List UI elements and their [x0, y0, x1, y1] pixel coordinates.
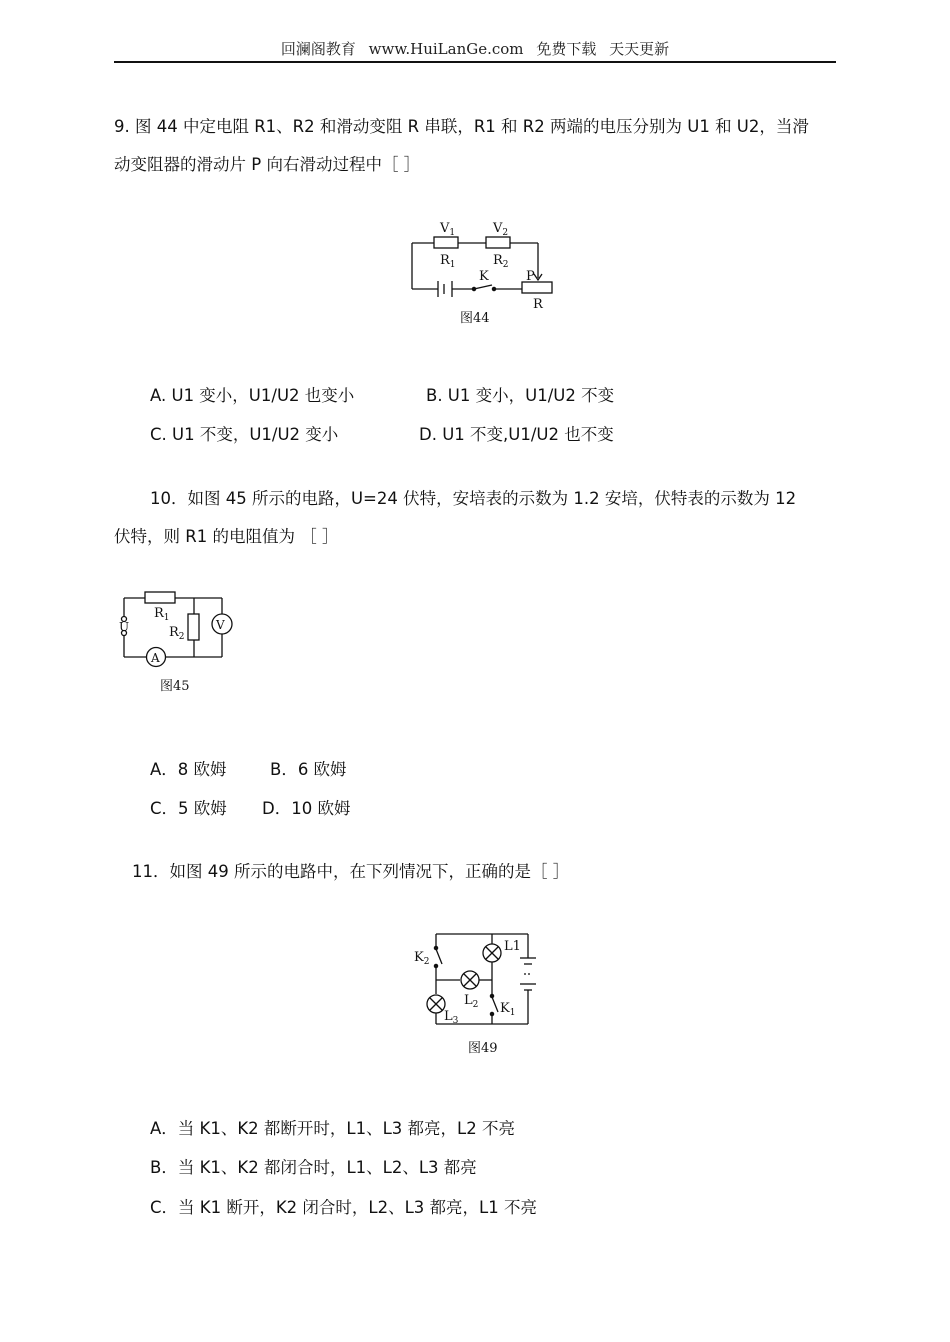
question-10	[114, 480, 844, 556]
question-10-line-1: 10．如图 45 所示的电路，U=24 伏特，安培表的示数为 1.2 安培，伏特表的示数为 12	[150, 489, 797, 508]
svg-text:U: U	[119, 620, 130, 634]
question-9-line-1: 9. 图 44 中定电阻 R1、R2 和滑动变阻 R 串联，R1 和 R2 两端的电压分别为 U1 和 U2，当滑	[114, 117, 809, 136]
svg-text:V: V	[216, 618, 225, 632]
svg-text:R2: $R_2$	[493, 253, 509, 270]
q11-option-c: C．当 K1 断开，K2 闭合时，L2、L3 都亮，L1 不亮	[150, 1198, 537, 1217]
q9-option-b: B. U1 变小，U1/U2 不变	[426, 386, 615, 405]
slogan-free-download: 免费下载	[536, 40, 597, 58]
svg-text:V2: $V_2$	[493, 221, 509, 238]
switch-k2	[436, 949, 442, 964]
figure-44-circuit	[400, 212, 570, 330]
svg-text:K2: $K_2$	[414, 950, 430, 967]
svg-text:L1: L1	[504, 939, 521, 954]
resistor-r1	[145, 592, 175, 603]
question-11	[132, 853, 832, 891]
header-rule	[114, 61, 836, 63]
resistor-r2	[486, 237, 510, 248]
q11-option-a: A．当 K1、K2 都断开时，L1、L3 都亮，L2 不亮	[150, 1119, 515, 1138]
svg-text:R: R	[533, 297, 543, 312]
q10-option-c: C．5 欧姆	[150, 799, 227, 818]
q10-option-d: D．10 欧姆	[262, 799, 351, 818]
svg-text:L2: $L_2$	[464, 993, 479, 1010]
svg-text:V1: $V_1$	[440, 221, 456, 238]
slogan-daily-update: 天天更新	[609, 40, 670, 58]
site-name: 回澜阁教育	[280, 40, 356, 58]
q9-option-c: C. U1 不变，U1/U2 变小	[150, 425, 339, 444]
svg-text:A: A	[151, 651, 160, 665]
q11-option-b: B．当 K1、K2 都闭合时，L1、L2、L3 都亮	[150, 1158, 477, 1177]
q9-option-d: D. U1 不变,U1/U2 也不变	[419, 425, 614, 444]
svg-text:R2: $R_2$	[169, 625, 185, 642]
svg-text:P: P	[526, 269, 535, 284]
svg-text:R1: $R_1$	[154, 606, 170, 623]
q10-option-b: B．6 欧姆	[270, 760, 347, 779]
question-11-line-1: 11．如图 49 所示的电路中，在下列情况下，正确的是［ ］	[132, 862, 570, 881]
question-10-line-2: 伏特，则 R1 的电阻值为 ［ ］	[114, 527, 339, 546]
question-9	[114, 108, 844, 184]
q9-option-a: A. U1 变小，U1/U2 也变小	[150, 386, 355, 405]
svg-text:K: K	[479, 269, 489, 284]
page-header	[0, 38, 950, 59]
figure-45-circuit	[112, 584, 242, 696]
svg-text:K1: $K_1$	[500, 1001, 516, 1018]
svg-text:图45: 图45	[160, 679, 190, 694]
resistor-r1	[434, 237, 458, 248]
figure-49-circuit	[408, 922, 558, 1062]
svg-text:R1: $R_1$	[440, 253, 456, 270]
svg-text:图49: 图49	[468, 1041, 498, 1056]
switch-k	[474, 285, 492, 289]
switch-k1	[492, 997, 498, 1012]
site-url[interactable]: www.HuiLanGe.com	[368, 40, 524, 58]
question-9-line-2: 动变阻器的滑动片 P 向右滑动过程中［ ］	[114, 155, 421, 174]
q10-option-a: A．8 欧姆	[150, 760, 227, 779]
svg-text:图44: 图44	[460, 311, 490, 326]
svg-text:L3: $L_3$	[444, 1009, 459, 1026]
resistor-r2	[188, 614, 199, 640]
